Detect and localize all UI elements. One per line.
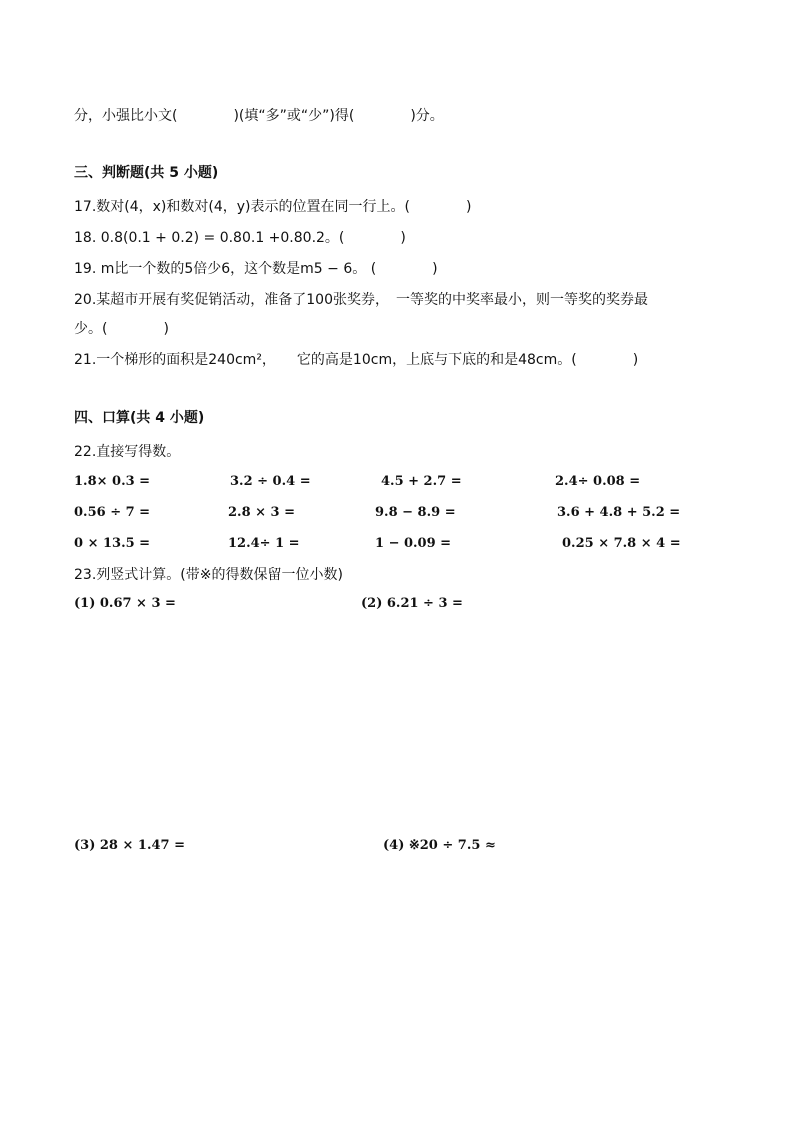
- question-20-line2: 少。( ): [74, 321, 169, 337]
- oral-item: 2.8 × 3 =: [228, 505, 296, 520]
- oral-item: 2.4÷ 0.08 =: [555, 474, 641, 489]
- oral-item: 4.5 + 2.7 =: [381, 474, 462, 489]
- vertical-calc-item: (4) ※20 ÷ 7.5 ≈: [383, 838, 496, 853]
- line-continuation: 分，小强比小文( )(填“多”或“少”)得( )分。: [74, 108, 444, 124]
- section-3-heading: 三、判断题(共 5 小题): [74, 165, 219, 181]
- oral-item: 3.2 ÷ 0.4 =: [230, 474, 311, 489]
- oral-item: 0 × 13.5 =: [74, 536, 151, 551]
- question-18: 18. 0.8(0.1 + 0.2) = 0.80.1 +0.80.2。( ): [74, 230, 406, 246]
- oral-item: 12.4÷ 1 =: [228, 536, 300, 551]
- question-23: 23.列竖式计算。(带※的得数保留一位小数): [74, 567, 343, 583]
- oral-item: 1.8× 0.3 =: [74, 474, 151, 489]
- vertical-calc-item: (1) 0.67 × 3 =: [74, 596, 176, 611]
- oral-item: 1 − 0.09 =: [375, 536, 452, 551]
- oral-item: 0.56 ÷ 7 =: [74, 505, 151, 520]
- question-19: 19. m比一个数的5倍少6，这个数是m5 − 6。 ( ): [74, 261, 438, 277]
- question-20-line1: 20.某超市开展有奖促销活动，准备了100张奖券， 一等奖的中奖率最小，则一等奖的奖券最: [74, 292, 648, 308]
- oral-item: 0.25 × 7.8 × 4 =: [562, 536, 681, 551]
- oral-item: 9.8 − 8.9 =: [375, 505, 456, 520]
- question-17: 17.数对(4，x)和数对(4，y)表示的位置在同一行上。( ): [74, 199, 472, 215]
- oral-item: 3.6 + 4.8 + 5.2 =: [557, 505, 681, 520]
- question-22: 22.直接写得数。: [74, 444, 181, 460]
- vertical-calc-item: (2) 6.21 ÷ 3 =: [361, 596, 463, 611]
- question-21: 21.一个梯形的面积是240cm²， 它的高是10cm，上底与下底的和是48cm。( ): [74, 352, 639, 368]
- section-4-heading: 四、口算(共 4 小题): [74, 410, 205, 426]
- vertical-calc-item: (3) 28 × 1.47 =: [74, 838, 185, 853]
